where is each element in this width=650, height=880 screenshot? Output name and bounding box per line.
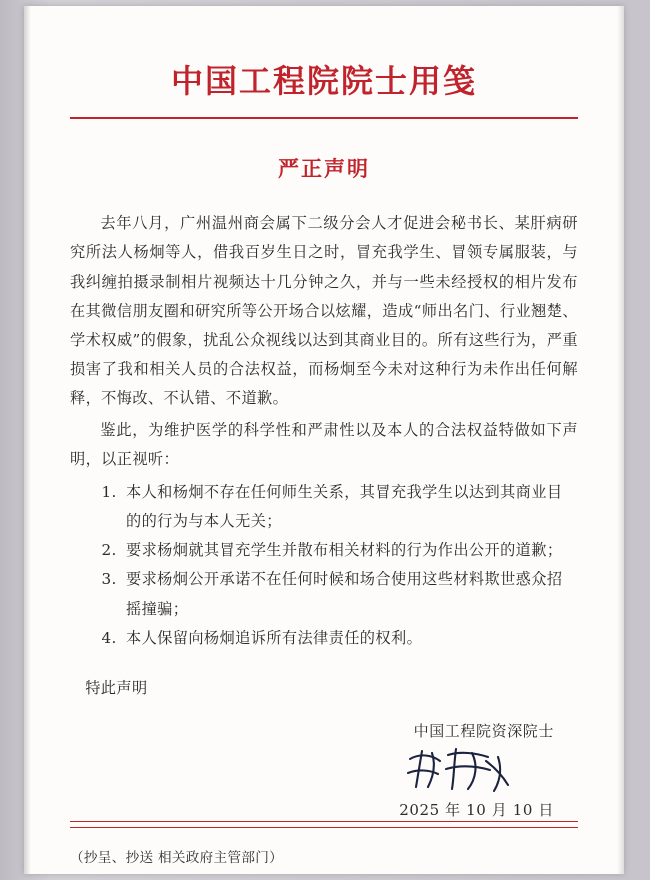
footer-divider-1 <box>70 821 578 822</box>
letterhead-divider-top <box>70 117 578 119</box>
closing-line: 特此声明 <box>85 679 148 697</box>
signature-block <box>70 720 578 820</box>
cc-note: （抄呈、抄送 相关政府主管部门） <box>70 850 284 866</box>
list-item: 3. 要求杨炯公开承诺不在任何时候和场合使用这些材料欺世惑众招摇撞骗； <box>122 565 578 623</box>
signature-date: 2025 年 10 月 10 日 <box>399 801 554 819</box>
letterhead-title: 中国工程院院士用笺 <box>170 62 477 100</box>
footer-divider-2 <box>70 827 578 828</box>
paragraph-2: 鉴此，为维护医学的科学性和严肃性以及本人的合法权益特做如下声明，以正视听： <box>70 420 578 468</box>
document-title: 严正声明 <box>278 156 370 182</box>
letter-sheet <box>24 6 624 874</box>
paragraph-1: 去年八月，广州温州商会属下二级分会人才促进会秘书长、某肝病研究所法人杨炯等人，借我百岁生日之时，冒充我学生、冒领专属服装，与我纠缠拍摄录制相片视频达十几分钟之久，并与一些未经授权的相片发布在其微信朋友圈和研究所等公开场合以炫耀，造成“师出名门、行业翘楚、学术权威”的假象，扰乱公众视线以达到其商业目的。所有这些行为，严重损害了我和相关人员的合法权益，而杨炯至今未对这种行为未作出任何解释，不悔改、不认错、不道歉。 <box>70 214 578 408</box>
list-item: 4. 本人保留向杨炯追诉所有法律责任的权利。 <box>122 624 578 653</box>
letterhead <box>70 6 578 99</box>
document-body <box>70 209 578 474</box>
claims-list <box>70 478 578 653</box>
handwritten-signature-icon <box>70 745 554 797</box>
list-item: 2. 要求杨炯就其冒充学生并散布相关材料的行为作出公开的道歉； <box>122 536 578 565</box>
signature-role: 中国工程院资深院士 <box>413 722 554 740</box>
list-item: 1. 本人和杨炯不存在任何师生关系，其冒充我学生以达到其商业目的的行为与本人无关； <box>122 478 578 536</box>
footer-divider-group <box>70 816 578 828</box>
